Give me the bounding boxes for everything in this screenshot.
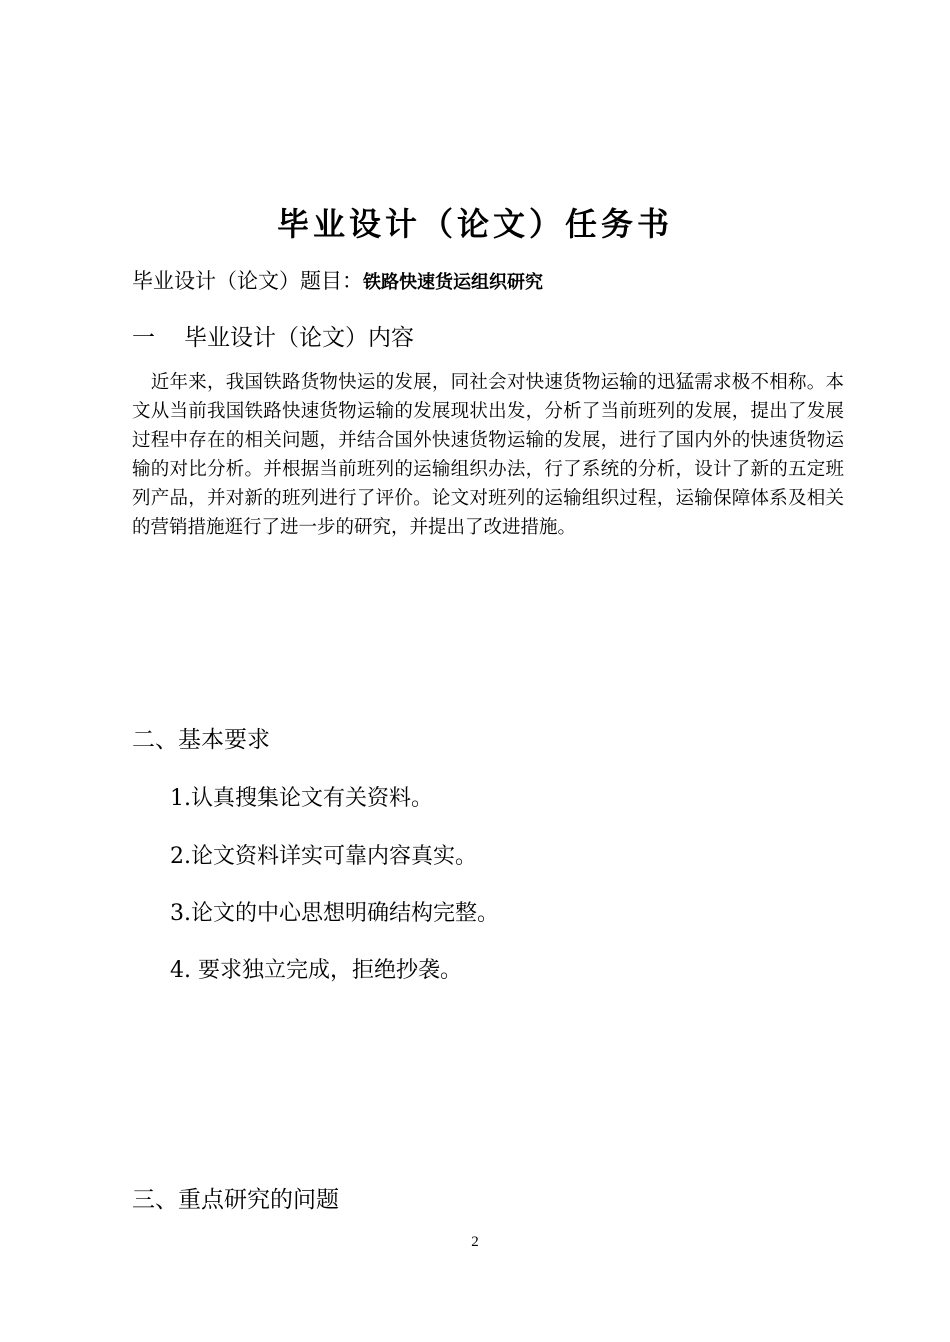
requirement-item-4: 4. 要求独立完成，拒绝抄袭。	[170, 958, 462, 983]
topic-line	[132, 266, 543, 298]
section-1-body	[132, 368, 844, 542]
section-1-title: 毕业设计（论文）内容	[184, 325, 414, 351]
section-3-heading: 三、重点研究的问题	[132, 1187, 339, 1213]
page-number: 2	[471, 1234, 479, 1250]
section-1-body-text: 近年来，我国铁路货物快运的发展，同社会对快速货物运输的迅猛需求极不相称。本文从当前我国铁路快速货物运输的发展现状出发，分析了当前班列的发展，提出了发展过程中存在的相关问题，并结合国外快速货物运输的发展，进行了国内外的快速货物运输的对比分析。并根据当前班列的运输组织办法，行了系统的分析，设计了新的五定班列产品，并对新的班列进行了评价。论文对班列的运输组织过程，运输保障体系及相关的营销措施逛行了进一步的研究，并提出了改进措施。	[132, 372, 844, 538]
topic-label: 毕业设计（论文）题目：	[132, 269, 363, 293]
section-1-heading	[132, 322, 414, 354]
requirement-item-1: 1.认真搜集论文有关资料。	[170, 786, 433, 811]
topic-value: 铁路快速货运组织研究	[363, 272, 543, 293]
page-title: 毕业设计（论文）任务书	[276, 205, 673, 243]
requirement-item-2: 2.论文资料详实可靠内容真实。	[170, 844, 477, 869]
section-2-heading: 二、基本要求	[132, 727, 270, 753]
section-1-number: 一	[132, 325, 155, 351]
requirement-item-3: 3.论文的中心思想明确结构完整。	[170, 901, 499, 926]
